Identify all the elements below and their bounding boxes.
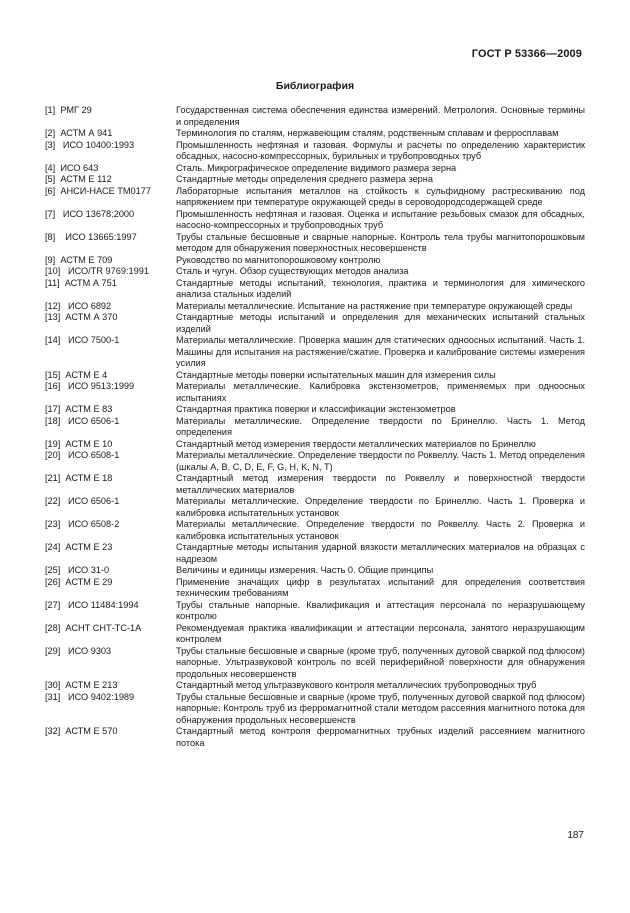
bibliography-entry xyxy=(45,381,593,404)
entry-reference: [13] АСТМ А 370 xyxy=(45,312,118,322)
page-number: 187 xyxy=(567,830,584,841)
entry-reference: [17] АСТМ Е 83 xyxy=(45,404,113,414)
entry-reference: [3] ИСО 10400:1993 xyxy=(45,139,135,150)
bibliography-entry xyxy=(45,623,593,646)
entry-description: Трубы стальные напорные. Квалификация и аттестация персонала по неразрушающему контролю xyxy=(176,599,585,621)
entry-description: Величины и единицы измерения. Часть 0. Общие принципы xyxy=(176,565,434,575)
bibliography-entry xyxy=(45,450,593,473)
entry-description: Руководство по магнитопорошковому контролю xyxy=(176,254,381,265)
entry-description: Материалы металлические. Определение твердости по Роквеллу. Часть 1. Метод определения (шкалы A, B, C, D, E, F, G, H, K, N, T) xyxy=(176,450,585,472)
entry-description: Сталь. Микрографическое определение видимого размера зерна xyxy=(176,162,457,173)
entry-reference: [27] ИСО 11484:1994 xyxy=(45,599,139,610)
entry-description: Стандартные методы испытаний и определения для механических испытаний стальных изделий xyxy=(176,312,585,334)
entry-description: Материалы металлические. Определение твердости по Бринеллю. Часть 1. Метод определения xyxy=(176,415,585,437)
entry-description: Трубы стальные бесшовные и сварные (кроме труб, полученных дуговой сваркой под флюсом) напорные. Контроль труб из ферромагнитной стали методом рассеяния магнитного потока для обнаружения продольных несовершенств xyxy=(176,691,585,725)
entry-description: Стандартные методы испытаний, технология, практика и терминология для химического анализа стальных изделий xyxy=(176,277,585,299)
bibliography-list xyxy=(45,105,593,749)
bibliography-entry xyxy=(45,646,593,681)
entry-reference: [31] ИСО 9402:1989 xyxy=(45,691,135,702)
entry-description: Рекомендуемая практика квалификации и аттестации персонала, занятого неразрушающим контролем xyxy=(176,622,585,644)
entry-reference: [21] АСТМ Е 18 xyxy=(45,473,113,483)
entry-reference: [15] АСТМ Е 4 xyxy=(45,369,108,380)
bibliography-entry xyxy=(45,140,593,163)
entry-reference: [16] ИСО 9513:1999 xyxy=(45,381,135,391)
entry-reference: [7] ИСО 13678:2000 xyxy=(45,208,135,219)
bibliography-entry xyxy=(45,600,593,623)
bibliography-entry xyxy=(45,577,593,600)
bibliography-entry xyxy=(45,128,593,140)
entry-description: Терминология по сталям, нержавеющим сталям, родственным сплавам и ферросплавам xyxy=(176,128,559,138)
entry-description: Стандартные методы поверки испытательных машин для измерения силы xyxy=(176,369,496,380)
bibliography-entry xyxy=(45,692,593,727)
bibliography-entry xyxy=(45,439,593,451)
entry-reference: [6] АНСИ-НАСЕ ТМ0177 xyxy=(45,185,151,196)
bibliography-entry xyxy=(45,105,593,128)
entry-reference: [19] АСТМ Е 10 xyxy=(45,438,113,449)
entry-description: Трубы стальные бесшовные и сварные напорные. Контроль тела трубы магнитопорошковым методом для обнаружения поверхностных несовершенств xyxy=(176,231,585,253)
entry-description: Трубы стальные бесшовные и сварные (кроме труб, полученных дуговой сваркой под флюсом) напорные. Ультразвуковой контроль по всей периферийной поверхности для обнаружения продольных несовершенств xyxy=(176,645,585,679)
entry-reference: [23] ИСО 6508-2 xyxy=(45,519,120,529)
entry-reference: [30] АСТМ Е 213 xyxy=(45,680,118,690)
bibliography-entry xyxy=(45,278,593,301)
bibliography-entry xyxy=(45,312,593,335)
bibliography-entry xyxy=(45,726,593,749)
bibliography-entry xyxy=(45,565,593,577)
bibliography-entry xyxy=(45,174,593,186)
bibliography-entry xyxy=(45,680,593,692)
entry-reference: [24] АСТМ Е 23 xyxy=(45,542,113,552)
entry-description: Материалы металлические. Определение твердости по Бринеллю. Часть 1. Проверка и калибровка испытательных установок xyxy=(176,496,585,518)
bibliography-entry xyxy=(45,255,593,267)
bibliography-entry xyxy=(45,542,593,565)
entry-reference: [4] ИСО 643 xyxy=(45,162,99,173)
bibliography-entry xyxy=(45,473,593,496)
entry-reference: [28] АСНТ СНТ-ТС-1А xyxy=(45,622,142,633)
bibliography-entry xyxy=(45,186,593,209)
entry-description: Применение значащих цифр в результатах испытаний для определения соответствия техническим требованиям xyxy=(176,576,585,598)
entry-description: Материалы металлические. Проверка машин для статических одноосных испытаний. Часть 1. Машины для испытания на растяжение/сжатие. Проверка и калибрование системы измерения усилия xyxy=(176,335,585,368)
entry-reference: [25] ИСО 31-0 xyxy=(45,565,110,575)
bibliography-entry xyxy=(45,496,593,519)
entry-description: Стандартные методы определения среднего размера зерна xyxy=(176,174,433,184)
bibliography-title: Библиография xyxy=(275,80,355,92)
entry-reference: [32] АСТМ Е 570 xyxy=(45,726,118,736)
entry-description: Стандартная практика поверки и классификации экстензометров xyxy=(176,404,456,414)
bibliography-entry xyxy=(45,519,593,542)
entry-reference: [18] ИСО 6506-1 xyxy=(45,415,120,426)
entry-reference: [29] ИСО 9303 xyxy=(45,645,112,656)
entry-reference: [10] ИСО/TR 9769:1991 xyxy=(45,266,149,276)
bibliography-entry xyxy=(45,209,593,232)
bibliography-entry xyxy=(45,404,593,416)
bibliography-entry xyxy=(45,370,593,382)
entry-description: Стандартный метод измерения твердости металлических материалов по Бринеллю xyxy=(176,438,536,449)
entry-description: Сталь и чугун. Обзор существующих методов анализа xyxy=(176,266,409,276)
entry-reference: [2] АСТМ А 941 xyxy=(45,128,113,138)
entry-reference: [11] АСТМ А 751 xyxy=(45,277,117,288)
bibliography-entry xyxy=(45,335,593,370)
entry-reference: [12] ИСО 6892 xyxy=(45,300,112,311)
bibliography-entry xyxy=(45,266,593,278)
entry-description: Стандартные методы испытания ударной вязкости металлических материалов на образцах с надрезом xyxy=(176,542,585,564)
entry-description: Стандартный метод ультразвукового контроля металлических трубопроводных труб xyxy=(176,680,537,690)
entry-reference: [26] АСТМ Е 29 xyxy=(45,576,113,587)
entry-reference: [20] ИСО 6508-1 xyxy=(45,450,120,460)
entry-reference: [8] ИСО 13665:1997 xyxy=(45,231,137,242)
entry-description: Лабораторные испытания металлов на стойкость к сульфидному растрескиванию под напряжением при температуре окружающей среды в сероводородсодержащей среде xyxy=(176,185,585,207)
entry-description: Промышленность нефтяная и газовая. Оценка и испытание резьбовых смазок для обсадных, насосно-компрессорных и трубопроводных труб xyxy=(176,208,585,230)
entry-reference: [22] ИСО 6506-1 xyxy=(45,496,120,506)
entry-reference: [14] ИСО 7500-1 xyxy=(45,335,120,345)
entry-description: Материалы металлические. Определение твердости по Роквеллу. Часть 2. Проверка и калибровка испытательных установок xyxy=(176,519,585,541)
entry-description: Материалы металлические. Испытание на растяжение при температуре окружающей среды xyxy=(176,300,573,311)
entry-description: Материалы металлические. Калибровка экстензометров, применяемых при одноосных испытаниях xyxy=(176,381,585,403)
entry-reference: [9] АСТМ Е 709 xyxy=(45,254,113,265)
bibliography-entry xyxy=(45,232,593,255)
entry-description: Государственная система обеспечения единства измерений. Метрология. Основные термины и определения xyxy=(176,105,585,127)
entry-description: Стандартный метод контроля ферромагнитных трубных изделий рассеянием магнитного потока xyxy=(176,726,585,748)
entry-reference: [5] АСТМ Е 112 xyxy=(45,174,112,184)
document-code: ГОСТ Р 53366—2009 xyxy=(471,48,582,60)
entry-description: Стандартный метод измерения твердости по Роквеллу и поверхностной твердости металлических материалов xyxy=(176,473,585,495)
bibliography-entry xyxy=(45,163,593,175)
bibliography-entry xyxy=(45,301,593,313)
entry-reference: [1] РМГ 29 xyxy=(45,105,92,115)
bibliography-entry xyxy=(45,416,593,439)
entry-description: Промышленность нефтяная и газовая. Формулы и расчеты по определению характеристик обсадных, насосно-компрессорных, бурильных и трубопроводных труб xyxy=(176,139,585,161)
